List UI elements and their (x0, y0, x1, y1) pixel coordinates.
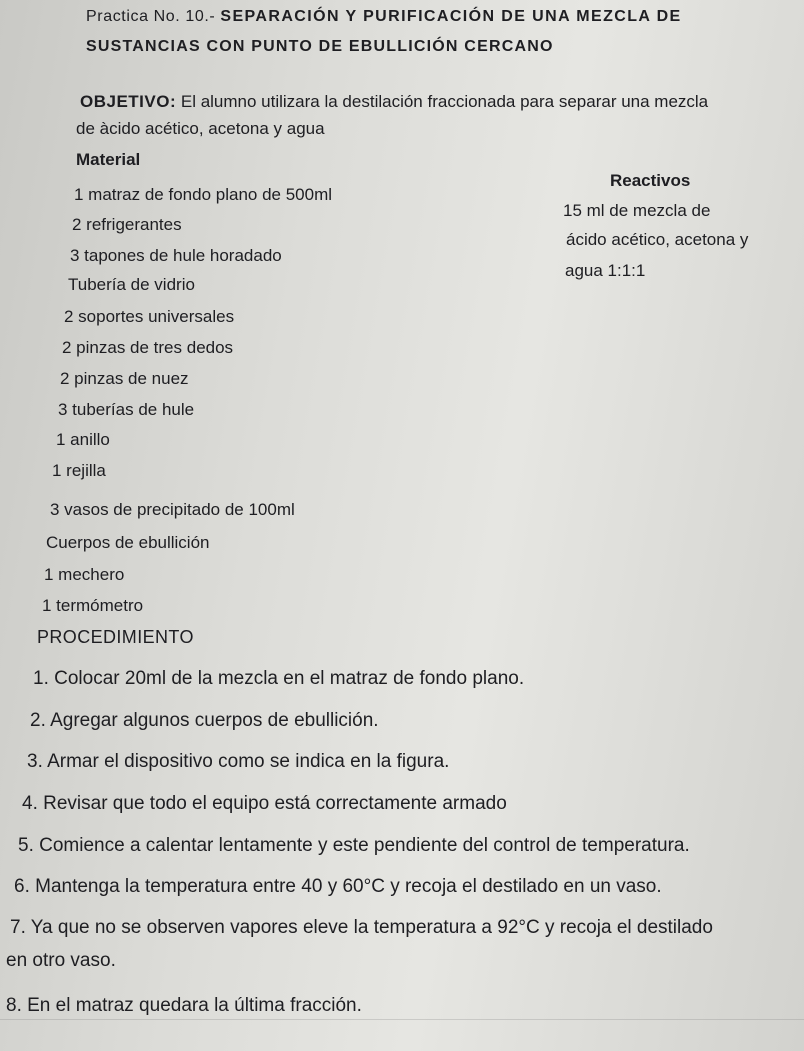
material-item: Cuerpos de ebullición (46, 533, 210, 552)
practice-number: Practica No. 10.- (86, 8, 216, 25)
objective-line2: de àcido acético, acetona y agua (76, 119, 325, 138)
objective-text: El alumno utilizara la destilación fraccionada para separar una mezcla (180, 92, 709, 111)
procedure-step: 5. Comience a calentar lentamente y este pendiente del control de temperatura. (18, 835, 690, 856)
material-item: 3 vasos de precipitado de 100ml (50, 500, 295, 519)
procedure-step: 3. Armar el dispositivo como se indica en la figura. (27, 751, 450, 772)
material-item: 2 refrigerantes (72, 215, 182, 234)
material-item: 2 soportes universales (64, 307, 235, 326)
material-item: 3 tapones de hule horadado (70, 246, 282, 265)
material-item: 3 tuberías de hule (58, 400, 195, 419)
material-item: 2 pinzas de tres dedos (62, 338, 234, 357)
reactivos-heading: Reactivos (610, 171, 691, 190)
material-item: 1 rejilla (52, 461, 106, 480)
procedure-step: 7. Ya que no se observen vapores eleve la temperatura a 92°C y recoja el destilado (10, 917, 713, 938)
procedure-step: 8. En el matraz quedara la última fracción. (6, 995, 362, 1016)
material-item: 1 termómetro (42, 596, 144, 615)
procedure-step: 6. Mantenga la temperatura entre 40 y 60°C y recoja el destilado en un vaso. (14, 876, 662, 897)
procedure-heading: PROCEDIMIENTO (37, 627, 194, 647)
practice-title-line1 (86, 8, 682, 26)
procedure-step: 4. Revisar que todo el equipo está correctamente armado (22, 793, 507, 814)
procedure-step: 1. Colocar 20ml de la mezcla en el matraz de fondo plano. (33, 668, 525, 689)
objective-line1 (80, 92, 708, 112)
page-bottom-rule (0, 1019, 804, 1020)
reactivos-line: ácido acético, acetona y (566, 230, 749, 249)
practice-title-line2: SUSTANCIAS CON PUNTO DE EBULLICIÓN CERCANO (86, 38, 554, 55)
objective-label: OBJETIVO: (80, 92, 177, 111)
material-item: 2 pinzas de nuez (60, 369, 189, 388)
material-item: 1 anillo (56, 430, 110, 449)
practice-title-caps: SEPARACIÓN Y PURIFICACIÓN DE UNA MEZCLA DE (220, 8, 682, 25)
procedure-step: en otro vaso. (6, 950, 116, 971)
material-item: Tubería de vidrio (68, 275, 195, 294)
material-item: 1 mechero (44, 565, 125, 584)
procedure-step: 2. Agregar algunos cuerpos de ebullición. (30, 710, 379, 731)
material-heading: Material (76, 150, 141, 169)
reactivos-line: 15 ml de mezcla de (563, 201, 711, 220)
reactivos-line: agua 1:1:1 (565, 261, 646, 280)
material-item: 1 matraz de fondo plano de 500ml (74, 185, 333, 204)
